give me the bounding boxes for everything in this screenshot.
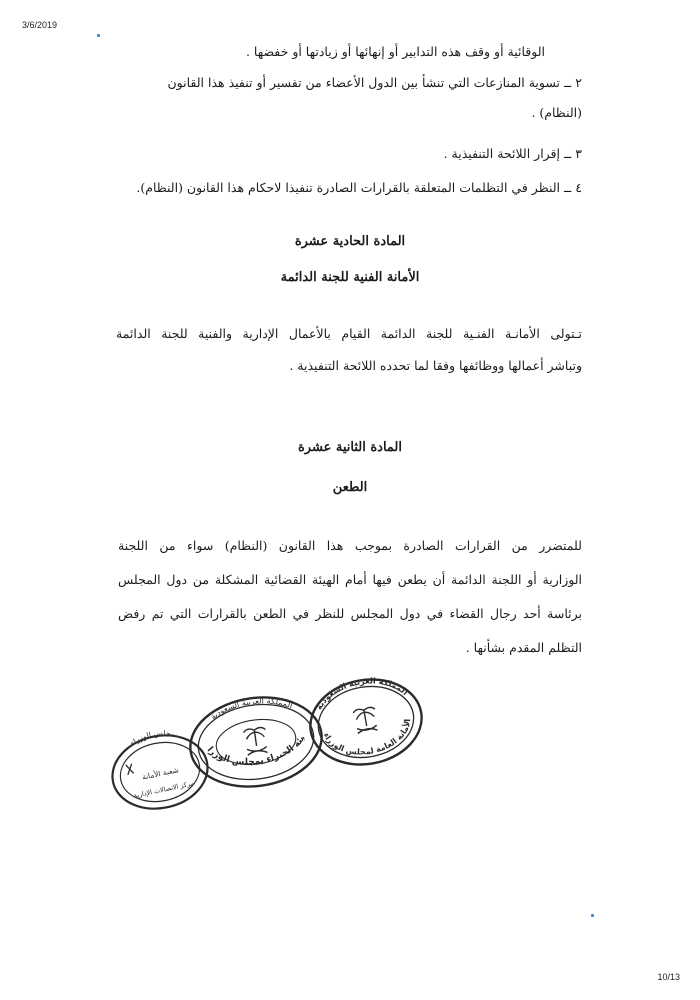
seal-right-top-text: المملكة العربية السعودية [314,676,410,712]
seal-left-line-2: شعبة الأمانة [141,765,180,782]
official-seals [100,672,430,842]
list-item-4: ٤ ــ النظر في التظلمات المتعلقة بالقرارات الصادرة تنفيذا لاحكام هذا القانون (النظام). [136,180,582,195]
article-11-number: المادة الحادية عشرة [294,234,406,249]
scan-mark [97,34,100,37]
palm-swords-emblem-icon [353,707,379,734]
print-date: 3/6/2019 [22,20,58,30]
seal-middle-bottom-text: هيئة الخبراء بمجلس الوزراء [204,734,308,768]
list-item-2-continuation: (النظام) . [531,105,582,120]
seal-middle-top-text: المملكة العربية السعودية [208,696,294,722]
page-number: 10/13 [657,972,680,982]
palm-swords-emblem-icon [126,764,134,775]
list-line-continuation: الوقائية أو وقف هذه التدابير أو إنهائها أو زيادتها أو خفضها . [245,44,545,59]
scan-mark [591,914,594,917]
seal-left-line-3: مركز الاتصالات الإدارية [132,779,195,800]
article-12-number: المادة الثانية عشرة [297,440,402,455]
article-11-title: الأمانة الفنية للجنة الدائمة [280,270,420,285]
article-12-line-4: التظلم المقدم بشأنها . [465,640,582,655]
seal-left-top-text: مجلس الوزراء [128,728,177,748]
list-item-2: ٢ ــ تسوية المنازعات التي تنشأ بين الدول الأعضاء من تفسير أو تنفيذ هذا القانون [167,75,582,90]
article-11-line-1: تـتولى الأمانـة الفنـية للجنة الدائمة القيام بالأعمال الإدارية والفنية للجنة الدائمة [116,326,582,341]
list-item-3: ٣ ــ إقرار اللائحة التنفيذية . [443,146,582,161]
seal-right-bottom-text: الأمانة العامة لمجلس الوزراء [321,718,413,757]
seal-general-secretariat [303,672,428,773]
article-12-title: الطعن [332,480,368,495]
seal-group [100,672,430,842]
palm-swords-emblem-icon [243,727,268,756]
article-12-line-2: الوزارية أو اللجنة الدائمة أن يطعن فيها أمام الهيئة القضائية المشكلة من دول المجلس [118,572,582,587]
article-12-line-1: للمتضرر من القرارات الصادرة بموجب هذا القانون (النظام) سواء من اللجنة [118,538,582,553]
article-12-line-3: برئاسة أحد رجال القضاء في دول المجلس للنظر في الطعن بالقرارات التي تم رفض [118,606,582,621]
article-11-line-2: وتباشر أعمالها ووظائفها وفقا لما تحدده اللائحة التنفيذية . [289,358,582,373]
